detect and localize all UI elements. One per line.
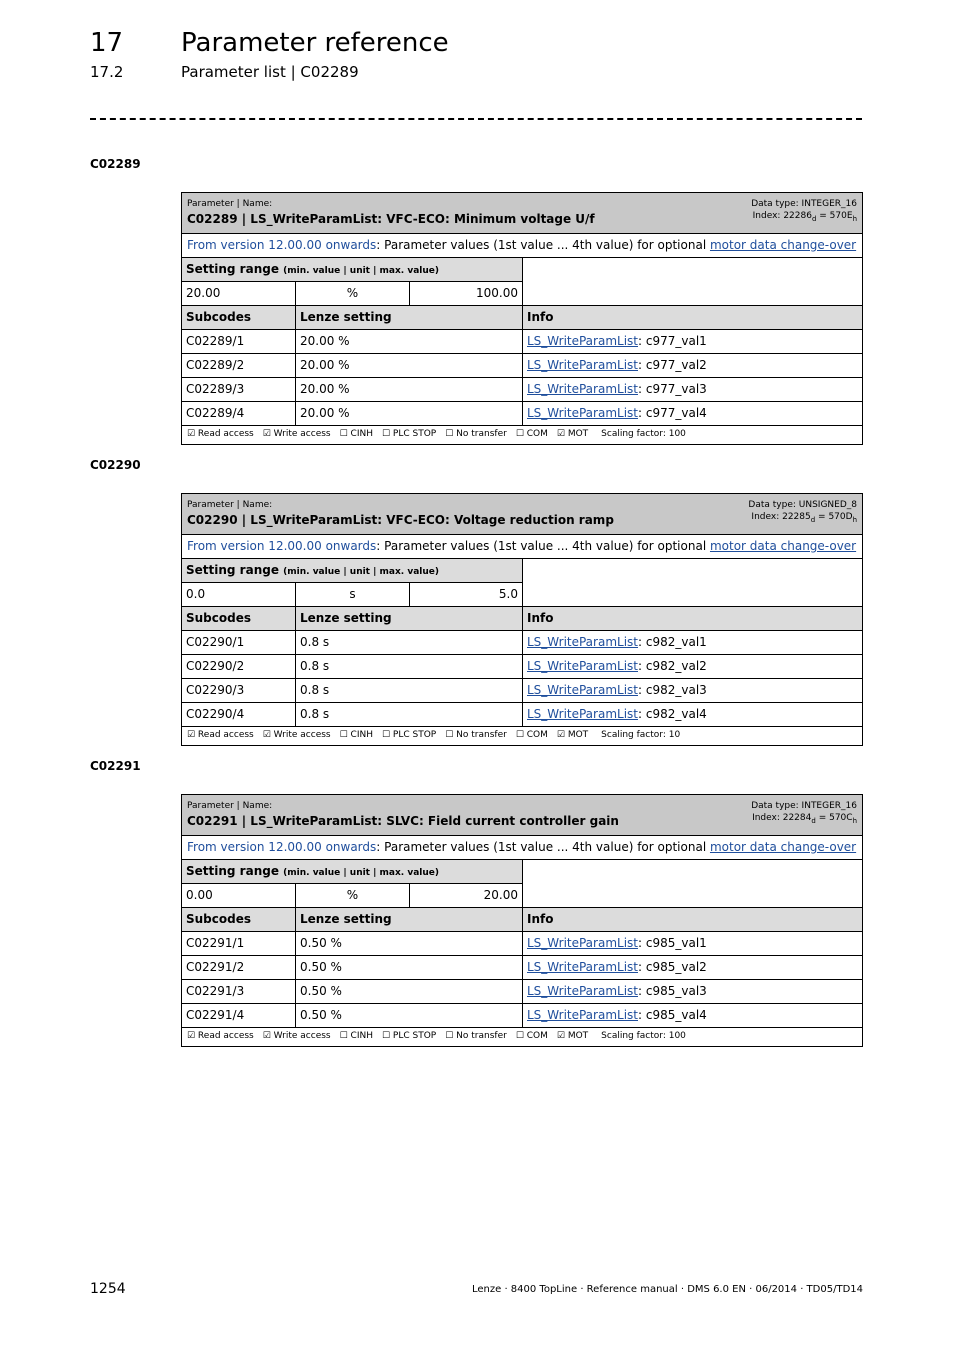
header-divider (90, 118, 862, 120)
param-heading: C02289 (90, 157, 141, 171)
subcode-header-row (182, 908, 862, 932)
table-row: C02290/1 0.8 s LS_WriteParamList: c982_val1 (182, 631, 862, 655)
setting-range-header: Setting range (min. value | unit | max. value) (182, 559, 522, 583)
writeparamlist-link[interactable]: LS_WriteParamList (527, 984, 638, 998)
table-row: C02290/2 0.8 s LS_WriteParamList: c982_val2 (182, 655, 862, 679)
range-unit: % (296, 884, 410, 907)
param-table-header (182, 795, 862, 836)
access-flags: ☑ Read access ☑ Write access ☐ CINH ☐ PLC STOP ☐ No transfer ☐ COM ☑ MOT Scaling factor: 10 (187, 730, 681, 740)
col-info: Info (527, 912, 554, 926)
col-subcodes: Subcodes (182, 607, 296, 630)
writeparamlist-link[interactable]: LS_WriteParamList (527, 1008, 638, 1022)
param-index: Index: $22286_d = 570E_h$ (752, 211, 857, 223)
access-flags: ☑ Read access ☑ Write access ☐ CINH ☐ PLC STOP ☐ No transfer ☐ COM ☑ MOT Scaling factor: 100 (187, 429, 686, 439)
version-link[interactable]: From version 12.00.00 onwards (187, 539, 377, 553)
param-name: C02291 | LS_WriteParamList: SLVC: Field current controller gain (187, 814, 619, 828)
section-number: 17.2 (90, 63, 124, 81)
document-info: Lenze · 8400 TopLine · Reference manual · DMS 6.0 EN · 06/2014 · TD05/TD14 (471, 1284, 863, 1295)
param-table-header (182, 494, 862, 535)
setting-range (182, 258, 862, 306)
table-row: C02291/3 0.50 % LS_WriteParamList: c985_val3 (182, 980, 862, 1004)
writeparamlist-link[interactable]: LS_WriteParamList (527, 683, 638, 697)
data-type: Data type: INTEGER_16 (751, 801, 857, 811)
table-row: C02291/4 0.50 % LS_WriteParamList: c985_val4 (182, 1004, 862, 1028)
version-desc: : Parameter values (1st value ... 4th value) for optional (376, 840, 710, 854)
param-index: Index: $22284_d = 570C_h$ (752, 813, 857, 825)
section-title: Parameter list | C02289 (181, 63, 359, 81)
table-row: C02290/3 0.8 s LS_WriteParamList: c982_val3 (182, 679, 862, 703)
param-table (181, 192, 863, 445)
param-table (181, 493, 863, 746)
access-flags: ☑ Read access ☑ Write access ☐ CINH ☐ PLC STOP ☐ No transfer ☐ COM ☑ MOT Scaling factor: 100 (187, 1031, 686, 1041)
scaling-factor: Scaling factor: 100 (601, 1031, 686, 1041)
version-link[interactable]: From version 12.00.00 onwards (187, 840, 377, 854)
table-row: C02289/1 20.00 % LS_WriteParamList: c977_val1 (182, 330, 862, 354)
col-info: Info (527, 310, 554, 324)
table-row: C02291/1 0.50 % LS_WriteParamList: c985_val1 (182, 932, 862, 956)
writeparamlist-link[interactable]: LS_WriteParamList (527, 334, 638, 348)
col-lenze: Lenze setting (296, 306, 523, 329)
param-index: Index: $22285_d = 570D_h$ (751, 512, 857, 524)
writeparamlist-link[interactable]: LS_WriteParamList (527, 936, 638, 950)
param-name: C02290 | LS_WriteParamList: VFC-ECO: Voltage reduction ramp (187, 513, 614, 527)
range-min: 0.0 (182, 583, 296, 606)
chapter-title: Parameter reference (181, 28, 449, 58)
name-label: Parameter | Name: (187, 500, 273, 510)
writeparamlist-link[interactable]: LS_WriteParamList (527, 960, 638, 974)
version-link[interactable]: From version 12.00.00 onwards (187, 238, 377, 252)
motor-changeover-link[interactable]: motor data change-over (709, 539, 857, 553)
param-heading: C02290 (90, 458, 141, 472)
writeparamlist-link[interactable]: LS_WriteParamList (527, 358, 638, 372)
version-row (182, 836, 862, 860)
setting-range-header: Setting range (min. value | unit | max. value) (182, 860, 522, 884)
table-row: C02289/3 20.00 % LS_WriteParamList: c977_val3 (182, 378, 862, 402)
subcode-header-row (182, 306, 862, 330)
writeparamlist-link[interactable]: LS_WriteParamList (527, 635, 638, 649)
writeparamlist-link[interactable]: LS_WriteParamList (527, 707, 638, 721)
version-desc: : Parameter values (1st value ... 4th value) for optional (376, 238, 710, 252)
range-max: 5.0 (498, 587, 518, 601)
setting-range (182, 860, 862, 908)
col-info: Info (527, 611, 554, 625)
param-table-header (182, 193, 862, 234)
range-min: 20.00 (182, 282, 296, 305)
chapter-number: 17 (90, 28, 124, 58)
range-min: 0.00 (182, 884, 296, 907)
col-subcodes: Subcodes (182, 306, 296, 329)
version-row (182, 535, 862, 559)
setting-range-header: Setting range (min. value | unit | max. value) (182, 258, 522, 282)
writeparamlist-link[interactable]: LS_WriteParamList (527, 406, 638, 420)
col-lenze: Lenze setting (296, 908, 523, 931)
version-row (182, 234, 862, 258)
name-label: Parameter | Name: (187, 199, 273, 209)
range-unit: s (296, 583, 410, 606)
subcode-header-row (182, 607, 862, 631)
table-row: C02289/4 20.00 % LS_WriteParamList: c977_val4 (182, 402, 862, 426)
data-type: Data type: UNSIGNED_8 (748, 500, 857, 510)
range-unit: % (296, 282, 410, 305)
col-subcodes: Subcodes (182, 908, 296, 931)
range-max: 20.00 (483, 888, 518, 902)
table-row: C02289/2 20.00 % LS_WriteParamList: c977_val2 (182, 354, 862, 378)
scaling-factor: Scaling factor: 10 (601, 730, 681, 740)
param-table (181, 794, 863, 1047)
motor-changeover-link[interactable]: motor data change-over (709, 840, 857, 854)
setting-range (182, 559, 862, 607)
table-row: C02291/2 0.50 % LS_WriteParamList: c985_val2 (182, 956, 862, 980)
version-desc: : Parameter values (1st value ... 4th value) for optional (376, 539, 710, 553)
data-type: Data type: INTEGER_16 (751, 199, 857, 209)
writeparamlist-link[interactable]: LS_WriteParamList (527, 659, 638, 673)
page-number: 1254 (90, 1281, 126, 1297)
motor-changeover-link[interactable]: motor data change-over (709, 238, 857, 252)
range-max: 100.00 (476, 286, 518, 300)
writeparamlist-link[interactable]: LS_WriteParamList (527, 382, 638, 396)
scaling-factor: Scaling factor: 100 (601, 429, 686, 439)
param-name: C02289 | LS_WriteParamList: VFC-ECO: Minimum voltage U/f (187, 212, 595, 226)
col-lenze: Lenze setting (296, 607, 523, 630)
name-label: Parameter | Name: (187, 801, 273, 811)
param-heading: C02291 (90, 759, 141, 773)
table-row: C02290/4 0.8 s LS_WriteParamList: c982_val4 (182, 703, 862, 727)
